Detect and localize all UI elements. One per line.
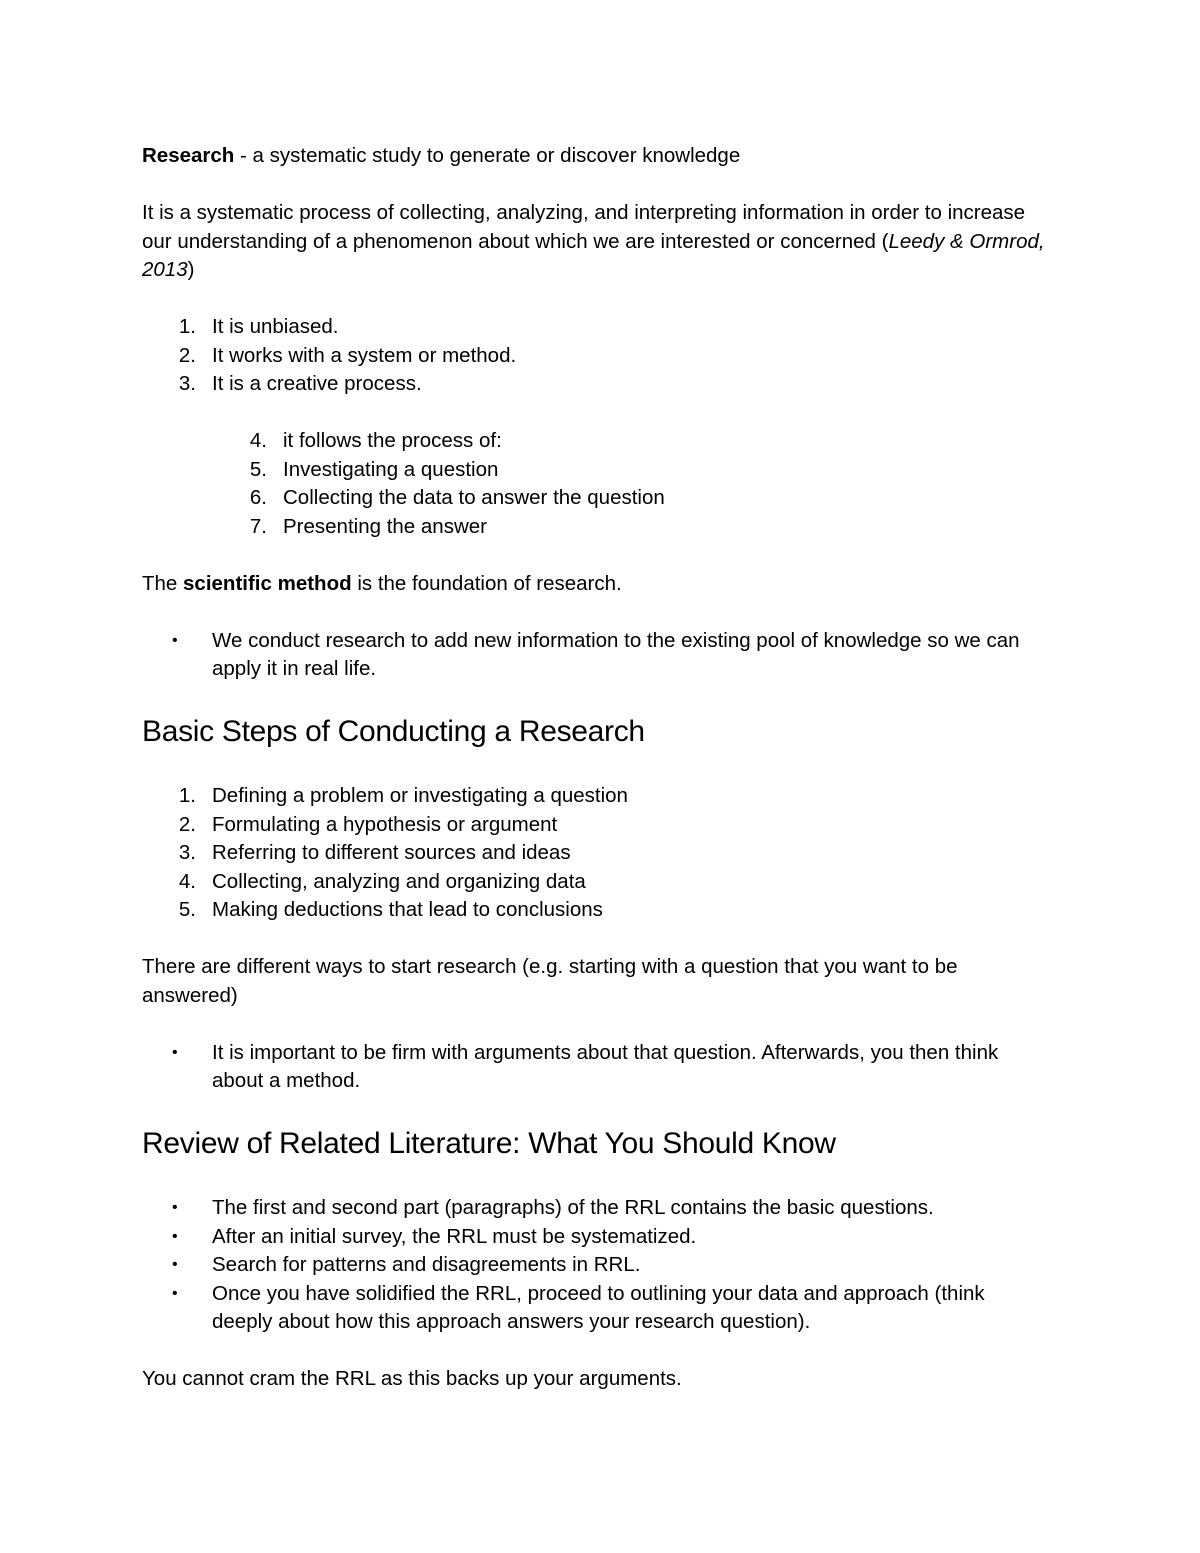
bullet-icon: •: [172, 1043, 178, 1061]
bullet-icon: •: [172, 631, 178, 649]
list-item: [142, 342, 1050, 371]
list-item: [142, 1280, 1050, 1337]
list-item-text: Referring to different sources and ideas: [212, 841, 571, 864]
research-term: Research: [142, 144, 235, 167]
list-item-text: Investigating a question: [283, 457, 499, 481]
list-item-text: We conduct research to add new information to the existing pool of knowledge so we can apply it in real life.: [212, 628, 1020, 680]
process-steps-list: [142, 427, 1050, 541]
list-item-text: Presenting the answer: [283, 514, 487, 538]
list-item: [142, 513, 1050, 542]
list-item-text: Search for patterns and disagreements in RRL.: [212, 1253, 641, 1276]
citation-close: ): [187, 258, 195, 281]
ways-paragraph: There are different ways to start research (e.g. starting with a question that you want to be answered): [142, 955, 958, 1007]
scientific-method-before: The: [142, 571, 184, 595]
bullet-icon: •: [172, 1199, 178, 1216]
research-purpose-bullets: [142, 627, 1050, 684]
list-item: [142, 1251, 1050, 1280]
list-item: [142, 868, 1050, 897]
closing-paragraph: You cannot cram the RRL as this backs up your arguments.: [142, 1367, 682, 1390]
list-item-text: The first and second part (paragraphs) of the RRL contains the basic questions.: [212, 1196, 934, 1219]
list-item-text: Formulating a hypothesis or argument: [212, 812, 558, 836]
characteristics-list: [142, 313, 1050, 399]
bullet-icon: •: [172, 1256, 178, 1273]
list-item: [142, 427, 1050, 456]
list-number: 3.: [178, 841, 196, 864]
list-item: [142, 1194, 1050, 1223]
list-number: 2.: [178, 812, 196, 836]
list-item-text: Collecting, analyzing and organizing data: [212, 869, 586, 893]
list-item-text: Collecting the data to answer the question: [283, 486, 665, 509]
process-paragraph-text: It is a systematic process of collecting, analyzing, and interpreting information in order to increase our understanding of a phenomenon about which we are interested or concerned (: [142, 201, 1026, 253]
list-number: 2.: [178, 343, 196, 367]
arguments-bullets: [142, 1039, 1050, 1096]
list-item: [142, 370, 1050, 399]
basic-steps-list: [142, 782, 1050, 925]
list-item-text: It works with a system or method.: [212, 343, 517, 367]
rrl-bullets: [142, 1194, 1050, 1337]
list-number: 4.: [249, 429, 267, 452]
list-number: 7.: [249, 514, 267, 538]
list-number: 4.: [178, 869, 196, 893]
section-heading-rrl: Review of Related Literature: What You Should Know: [142, 1127, 836, 1160]
list-item-text: it follows the process of:: [283, 429, 502, 452]
research-definition-text: - a systematic study to generate or discover knowledge: [234, 144, 741, 167]
list-item-text: It is important to be firm with arguments about that question. Afterwards, you then think about a method.: [212, 1040, 999, 1092]
list-item-text: Making deductions that lead to conclusions: [212, 898, 603, 921]
list-item: [142, 782, 1050, 811]
scientific-method-paragraph: [142, 570, 1050, 599]
section-heading-basic-steps: Basic Steps of Conducting a Research: [142, 715, 645, 748]
list-number: 5.: [178, 898, 196, 921]
list-item: [142, 627, 1050, 684]
list-item-text: Once you have solidified the RRL, proceed to outlining your data and approach (think deeply about how this approach answers your research question).: [212, 1281, 985, 1333]
list-number: 1.: [178, 315, 196, 338]
list-item-text: It is a creative process.: [212, 372, 422, 395]
citation: Leedy & Ormrod, 2013: [142, 229, 1045, 281]
list-number: 5.: [249, 457, 267, 481]
list-item-text: It is unbiased.: [212, 315, 339, 338]
scientific-method-term: scientific method: [183, 571, 352, 595]
scientific-method-after: is the foundation of research.: [351, 571, 622, 595]
list-item: [142, 313, 1050, 342]
list-item: [142, 839, 1050, 868]
list-item-text: After an initial survey, the RRL must be systematized.: [212, 1224, 697, 1248]
list-item: [142, 896, 1050, 925]
list-number: 3.: [178, 372, 196, 395]
research-definition: [142, 142, 1050, 171]
bullet-icon: •: [172, 1284, 178, 1302]
list-item-text: Defining a problem or investigating a question: [212, 784, 628, 807]
list-number: 6.: [249, 486, 267, 509]
process-paragraph: [142, 199, 1050, 285]
list-item: [142, 1039, 1050, 1096]
bullet-icon: •: [172, 1227, 178, 1245]
list-item: [142, 456, 1050, 485]
list-number: 1.: [178, 784, 196, 807]
list-item: [142, 811, 1050, 840]
list-item: [142, 1223, 1050, 1252]
list-item: [142, 484, 1050, 513]
